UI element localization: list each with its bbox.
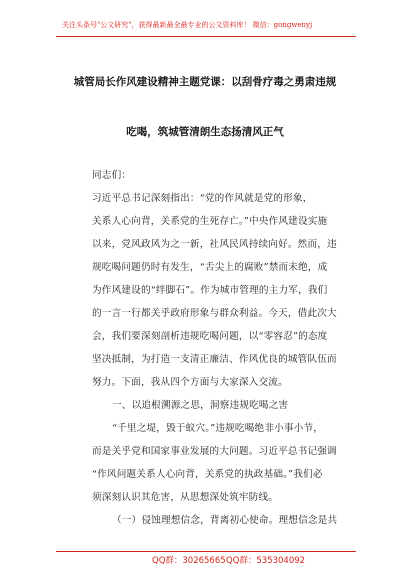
body-line: “作风问题关系人心向背，关系党的执政基础。”我们必 <box>92 469 323 480</box>
body-line: 习近平总书记深刻指出：“党的作风就是党的形象， <box>92 193 313 204</box>
body-line: 坚决抵制，为打造一支清正廉洁、作风优良的城管队伍而 <box>92 354 337 365</box>
body-line: 规吃喝问题仍时有发生，“舌尖上的腐败”禁而未绝，成 <box>92 262 328 273</box>
body-line: 会，我们要深刻剖析违规吃喝问题，以“零容忍”的态度 <box>92 331 328 342</box>
footer-qq-group-2: QQ群：535304092 <box>226 556 306 566</box>
footer-divider <box>56 551 356 552</box>
document-title-line-2: 吃喝，筑城管清朗生态扬清风正气 <box>126 126 284 138</box>
header-divider <box>56 36 356 37</box>
header-promo-note: 关注头条号"公文研究"，获得最新最全最专业的公文资料库！ 微信：gongwenyj <box>62 21 313 29</box>
body-line: 为作风建设的“绊脚石”。作为城市管理的主力军，我们 <box>92 285 328 296</box>
subsection-heading: （一）侵蚀理想信念，背离初心使命。理想信念是共 <box>112 515 338 526</box>
body-line: 须深刻认识其危害，从思想深处筑牢防线。 <box>92 492 279 503</box>
body-line: 努力。下面，我从四个方面与大家深入交流。 <box>92 377 288 388</box>
body-line: 的一言一行都关乎政府形象与群众利益。今天，借此次大 <box>92 308 337 319</box>
section-heading: 一、以追根溯源之思，洞察违规吃喝之害 <box>112 400 289 411</box>
footer-qq-group-1: QQ群：30265665 <box>152 556 226 566</box>
body-line: 关系人心向背，关系党的生死存亡。”中央作风建设实施 <box>92 216 328 227</box>
body-line: 而是关乎党和国家事业发展的大问题。习近平总书记强调 <box>92 446 337 457</box>
document-title-line-1: 城管局长作风建设精神主题党课：以刮骨疗毒之勇肃违规 <box>73 76 337 88</box>
body-line: “千里之堤，毁于蚁穴。”违规吃喝绝非小事小节， <box>112 423 324 434</box>
salutation: 同志们： <box>92 170 132 181</box>
body-line: 以来，党风政风为之一新，社风民风持续向好。然而，违 <box>92 239 337 250</box>
